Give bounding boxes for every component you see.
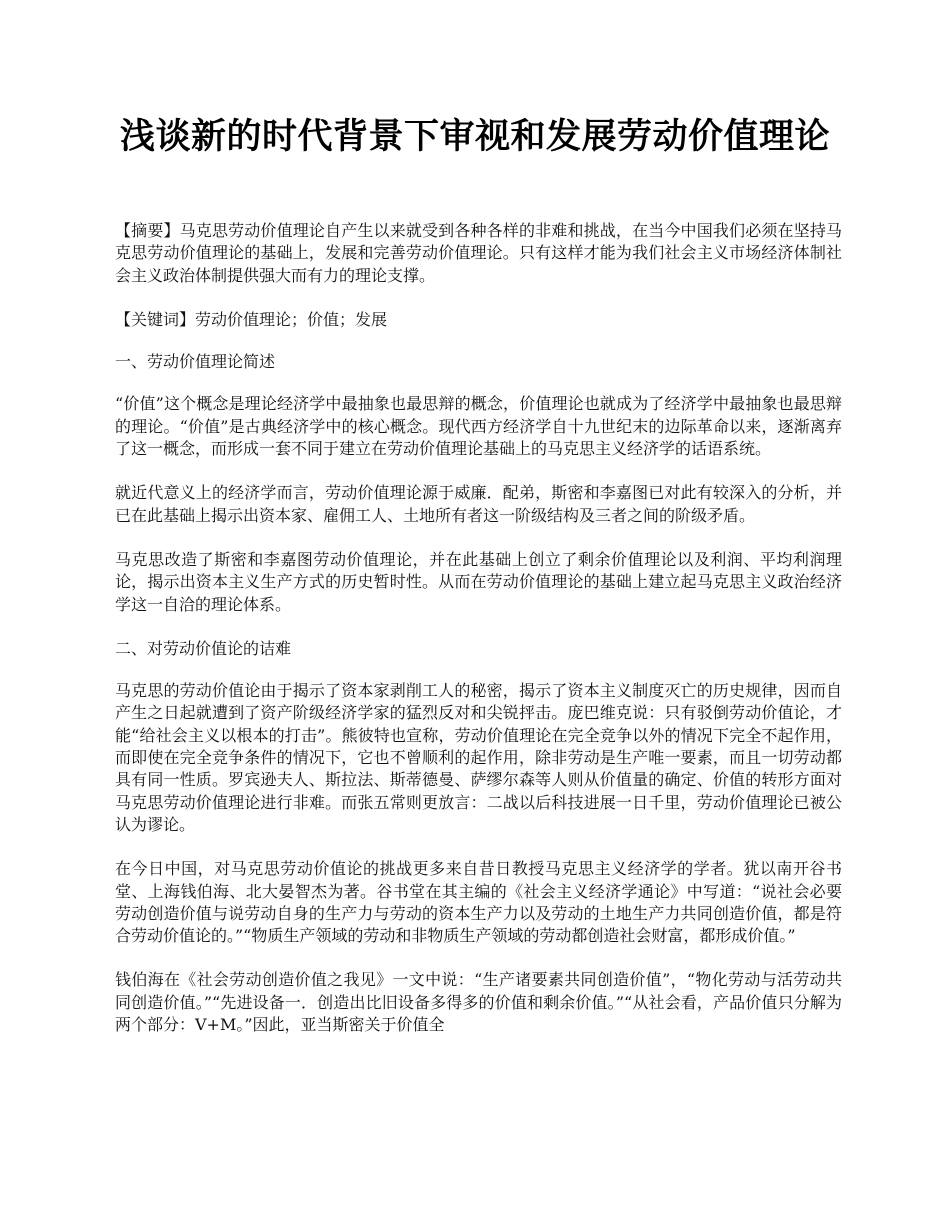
section2-paragraph-2: 在今日中国，对马克思劳动价值论的挑战更多来自昔日教授马克思主义经济学的学者。犹以南开谷书堂、上海钱伯海、北大晏智杰为著。谷书堂在其主编的《社会主义经济学通论》中写道：“说社会必要劳动创造价值与说劳动自身的生产力与劳动的资本生产力以及劳动的土地生产力共同创造价值，都是符合劳动价值论的。”“物质生产领域的劳动和非物质生产领域的劳动都创造社会财富，都形成价值。” [115, 859, 842, 946]
document-title: 浅谈新的时代背景下审视和发展劳动价值理论 [119, 117, 830, 157]
section-heading-2: 二、对劳动价值论的诘难 [115, 638, 292, 658]
section-heading-1: 一、劳动价值理论简述 [115, 352, 276, 372]
keywords: 【关键词】劳动价值理论；价值；发展 [115, 309, 388, 329]
document-body [115, 220, 842, 1058]
section1-paragraph-3: 马克思改造了斯密和李嘉图劳动价值理论，并在此基础上创立了剩余价值理论以及利润、平均利润理论，揭示出资本主义生产方式的历史暂时性。从而在劳动价值理论的基础上建立起马克思主义政治经济学这一自洽的理论体系。 [115, 549, 842, 614]
section2-paragraph-1: 马克思的劳动价值论由于揭示了资本家剥削工人的秘密，揭示了资本主义制度灭亡的历史规律，因而自产生之日起就遭到了资产阶级经济学家的猛烈反对和尖锐抨击。庞巴维克说：只有驳倒劳动价值论，才能“给社会主义以根本的打击”。熊彼特也宣称，劳动价值理论在完全竞争以外的情况下完全不起作用，而即使在完全竞争条件的情况下，它也不曾顺利的起作用，除非劳动是生产唯一要素，而且一切劳动都具有同一性质。罗宾逊夫人、斯拉法、斯蒂德曼、萨缪尔森等人则从价值量的确定、价值的转形方面对马克思劳动价值理论进行非难。而张五常则更放言：二战以后科技进展一日千里，劳动价值理论已被公认为谬论。 [115, 681, 842, 834]
section1-paragraph-2: 就近代意义上的经济学而言，劳动价值理论源于威廉．配弟，斯密和李嘉图已对此有较深入的分析，并已在此基础上揭示出资本家、雇佣工人、土地所有者这一阶级结构及三者之间的阶级矛盾。 [115, 483, 842, 525]
abstract: 【摘要】马克思劳动价值理论自产生以来就受到各种各样的非难和挑战，在当今中国我们必须在坚持马克思劳动价值理论的基础上，发展和完善劳动价值理论。只有这样才能为我们社会主义市场经济体制社会主义政治体制提供强大而有力的理论支撑。 [115, 221, 842, 285]
section2-paragraph-3: 钱伯海在《社会劳动创造价值之我见》一文中说：“生产诸要素共同创造价值”，“物化劳动与活劳动共同创造价值。”“先进设备一．创造出比旧设备多得多的价值和剩余价值。”“从社会看，产品价值只分解为两个部分：V+M。”因此，亚当斯密关于价值全 [115, 970, 842, 1035]
section1-paragraph-1: “价值”这个概念是理论经济学中最抽象也最思辩的概念，价值理论也就成为了经济学中最抽象也最思辩的理论。“价值”是古典经济学中的核心概念。现代西方经济学自十九世纪末的边际革命以来，逐渐离弃了这一概念，而形成一套不同于建立在劳动价值理论基础上的马克思主义经济学的话语系统。 [115, 394, 842, 459]
